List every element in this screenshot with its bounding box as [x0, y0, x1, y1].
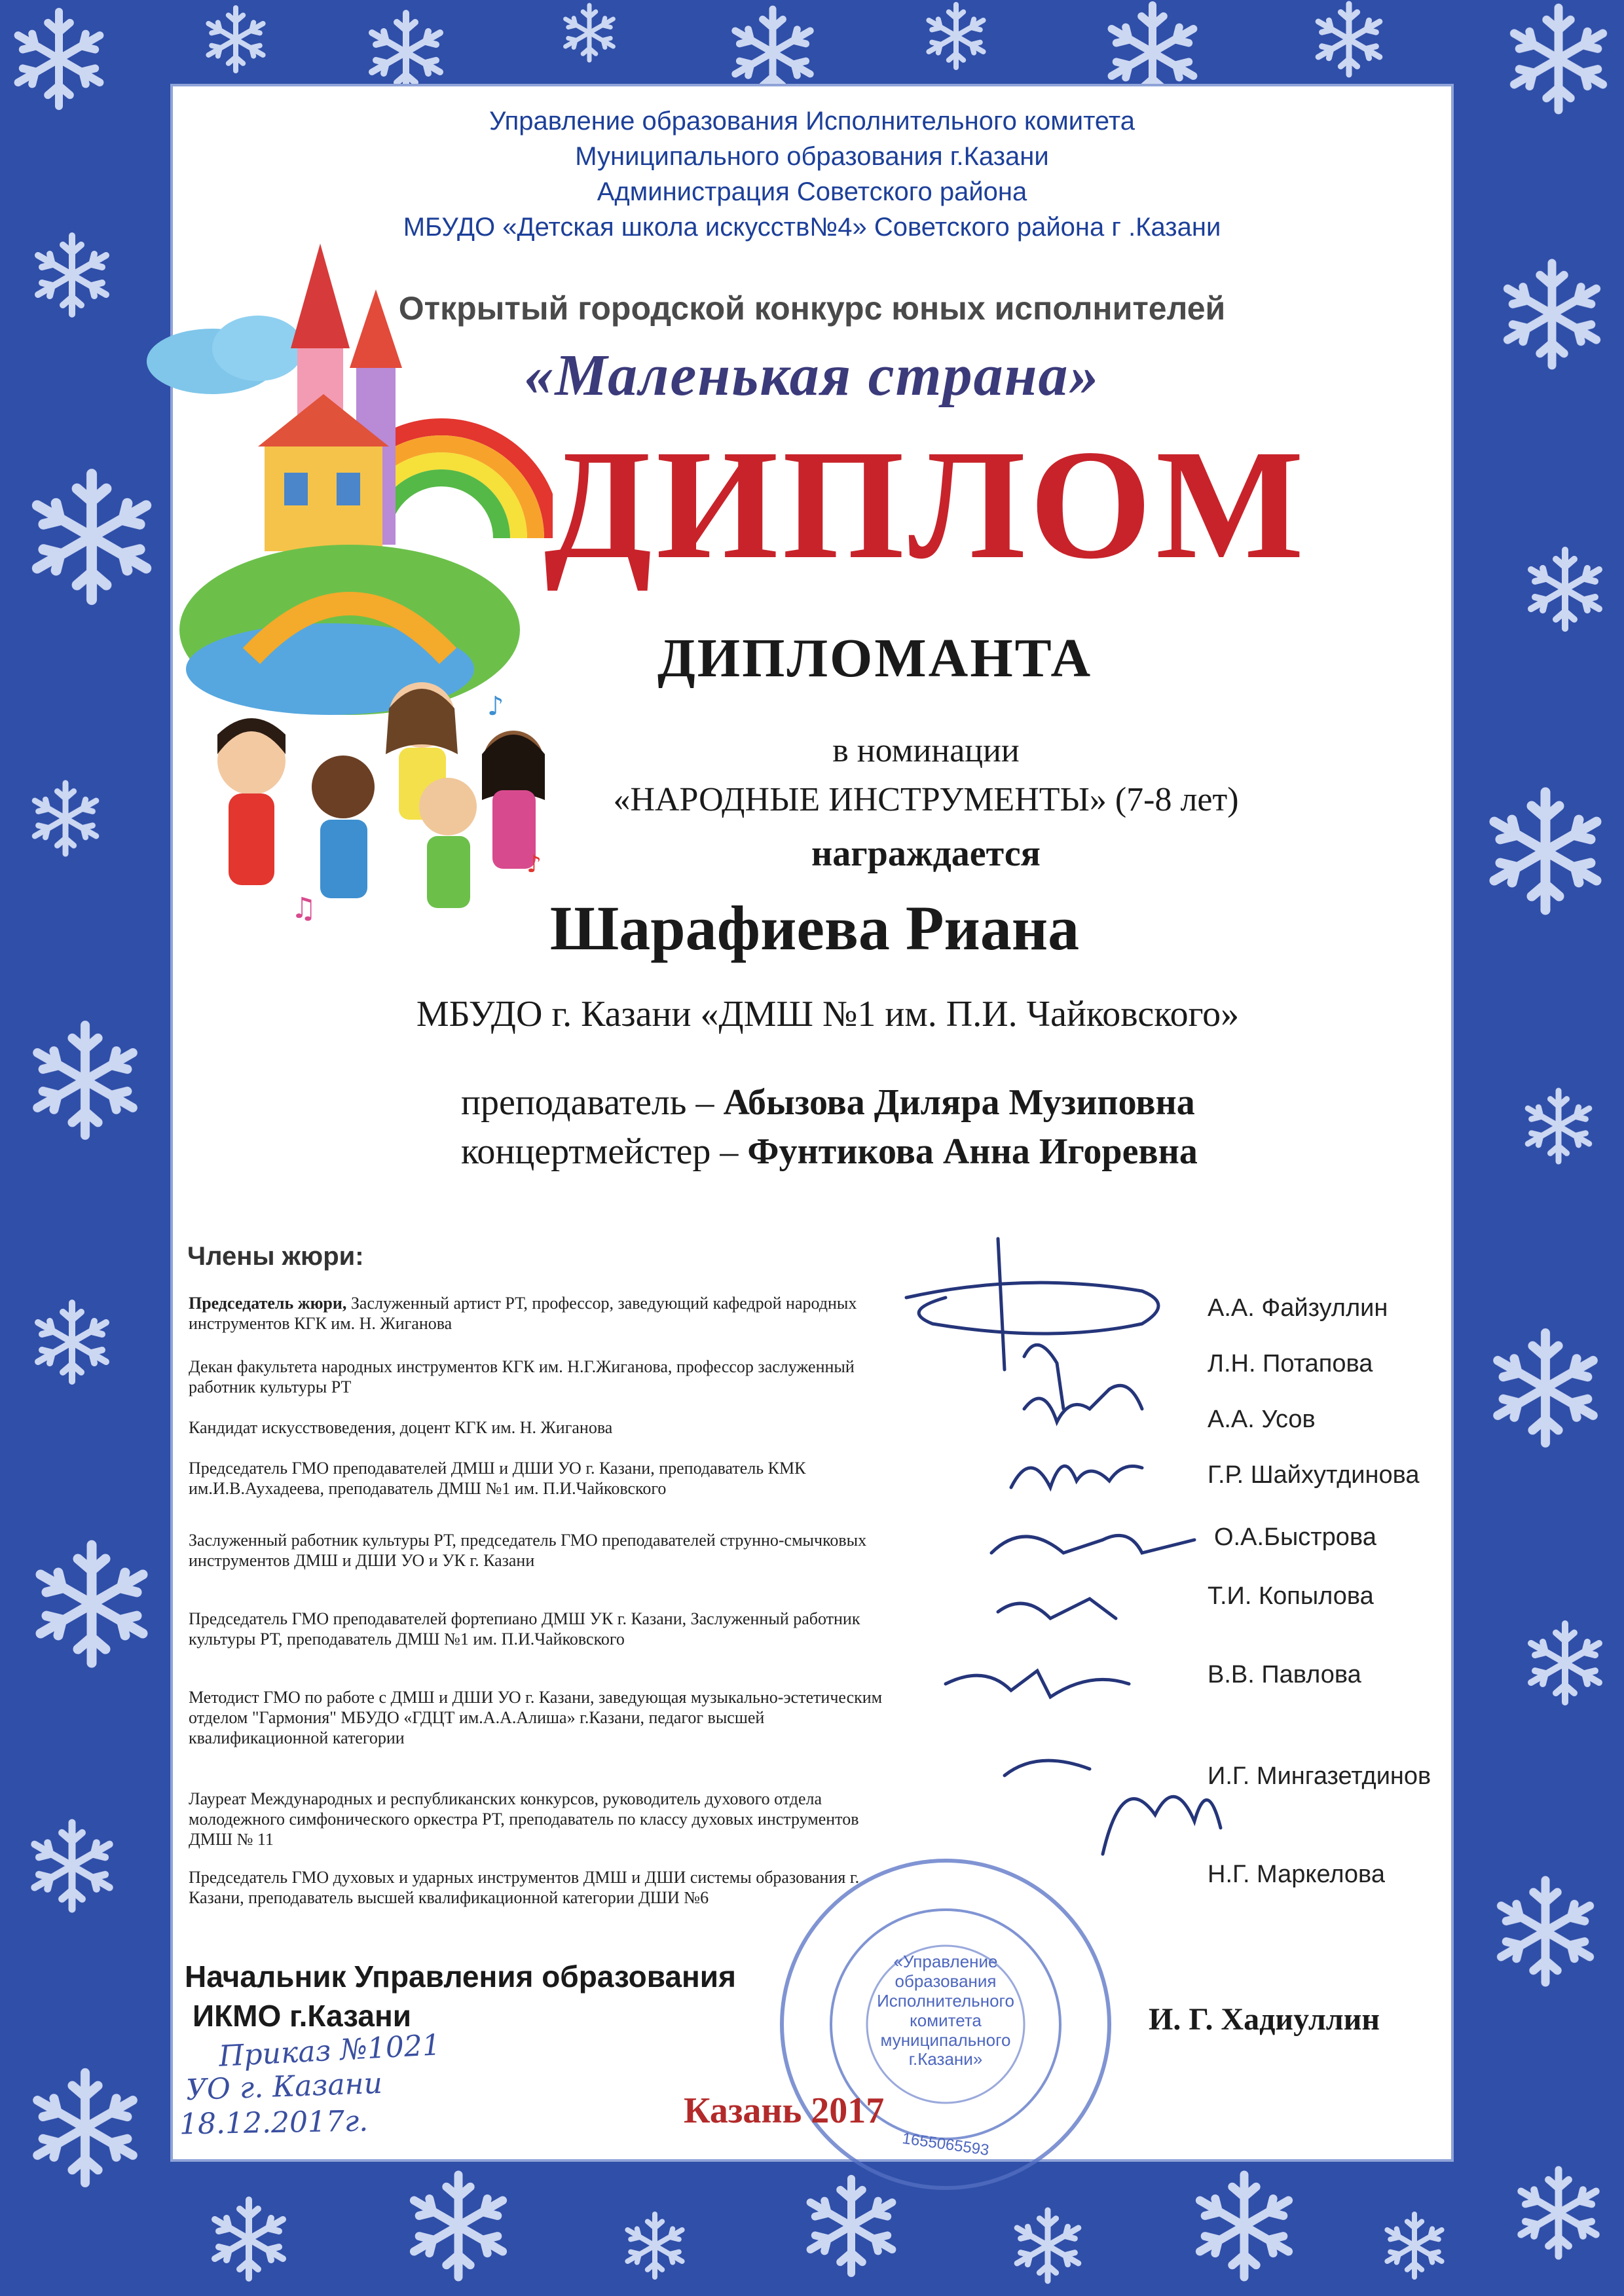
stamp-text: [860, 1952, 1031, 2069]
jury-desc-8: Лауреат Международных и республиканских конкурсов, руководитель духового отдела молодежного симфонического оркестра РТ, преподаватель по классу духовых инструментов ДМШ № 11: [189, 1789, 859, 1850]
teacher-role: преподаватель –: [461, 1082, 724, 1123]
jury-name-4: Г.Р. Шайхутдинова: [1208, 1461, 1420, 1489]
handwritten-order-line-2: УО г. Казани: [185, 2066, 383, 2107]
jury-name-3: А.А. Усов: [1208, 1406, 1316, 1433]
contest-name: «Маленькая страна»: [524, 343, 1100, 408]
jury-signatures-icon: [893, 1212, 1234, 1920]
nomination: «НАРОДНЫЕ ИНСТРУМЕНТЫ» (7-8 лет): [613, 781, 1239, 818]
stamp-line-4: комитета: [910, 2010, 982, 2030]
jury-desc-3: Кандидат искусствоведения, доцент КГК им. Н. Жиганова: [189, 1418, 613, 1437]
jury-desc-4: Председатель ГМО преподавателей ДМШ и ДШИ УО г. Казани, преподаватель КМК им.И.В.Аухадеева, преподаватель ДМШ №1 им. П.И.Чайковского: [189, 1459, 806, 1499]
jury-name-2: Л.Н. Потапова: [1208, 1350, 1373, 1377]
head-title-line-1: Начальник Управления образования: [185, 1959, 736, 1994]
school-name: МБУДО г. Казани «ДМШ №1 им. П.И. Чайковского»: [416, 994, 1240, 1034]
stamp-line-3: Исполнительного: [877, 1990, 1014, 2011]
contest-title: Открытый городской конкурс юных исполнителей: [398, 290, 1226, 327]
jury-desc-6: Председатель ГМО преподавателей фортепиано ДМШ УК г. Казани, Заслуженный работник культуры РТ, преподаватель ДМШ №1 им. П.И.Чайковского: [189, 1609, 860, 1649]
head-title-line-2: ИКМО г.Казани: [193, 1999, 412, 2033]
city-year: Казань 2017: [684, 2090, 885, 2131]
recipient-name: Шарафиева Риана: [549, 893, 1080, 963]
nomination-intro: в номинации: [832, 732, 1020, 769]
jury-heading: Члены жюри:: [187, 1242, 364, 1271]
jury-desc-9: Председатель ГМО духовых и ударных инструментов ДМШ и ДШИ системы образования г. Казани, преподаватель высшей квалификационной категории ДШИ №6: [189, 1868, 860, 1908]
jury-name-7: В.В. Павлова: [1208, 1661, 1361, 1688]
stamp-line-5: муниципального: [880, 2030, 1011, 2050]
handwritten-order-line-3: 18.12.2017г.: [179, 2104, 369, 2141]
accompanist-role: концертмейстер –: [461, 1131, 748, 1172]
stamp-line-1: «Управление: [893, 1952, 998, 1971]
jury-desc-7: Методист ГМО по работе с ДМШ и ДШИ УО г. Казани, заведующая музыкально-эстетическим отделом "Гармония" МБУДО «ГДЦТ им.А.А.Алиша» г.Казани, педагог высшей квалификационной категории: [189, 1688, 883, 1748]
jury-name-8: И.Г. Мингазетдинов: [1208, 1762, 1431, 1790]
jury-desc-5: Заслуженный работник культуры РТ, председатель ГМО преподавателей струнно-смычковых инструментов ДМШ и ДШИ УО и УК г. Казани: [189, 1531, 867, 1571]
jury-desc-1-text: Заслуженный артист РТ, профессор, заведующий кафедрой народных инструментов КГК им. Н. Жиганова: [189, 1294, 857, 1334]
diploma-title: ДИПЛОМ: [544, 417, 1308, 591]
jury-desc-2: Декан факультета народных инструментов КГК им. Н.Г.Жиганова, профессор заслуженный работник культуры РТ: [189, 1357, 855, 1397]
header-line-1: Управление образования Исполнительного комитета: [489, 107, 1135, 136]
accompanist-line: [461, 1131, 1198, 1173]
diploma-sheet: [170, 84, 1454, 2162]
svg-text:♫: ♫: [291, 892, 317, 925]
stamp-id: 1655065593: [901, 2129, 991, 2160]
header-line-4: МБУДО «Детская школа искусств№4» Советского района г .Казани: [403, 213, 1221, 242]
jury-name-5: О.А.Быстрова: [1214, 1523, 1376, 1551]
teacher-name: Абызова Диляра Музиповна: [723, 1082, 1195, 1123]
jury-name-6: Т.И. Копылова: [1208, 1582, 1374, 1610]
accompanist-name: Фунтикова Анна Игоревна: [747, 1131, 1198, 1172]
svg-text:♪: ♪: [526, 851, 542, 878]
stamp-line-2: образования: [895, 1971, 997, 1991]
stamp-line-6: г.Казани»: [908, 2049, 983, 2069]
jury-name-9: Н.Г. Маркелова: [1208, 1861, 1385, 1888]
jury-name-1: А.А. Файзуллин: [1208, 1294, 1388, 1322]
teacher-line: [461, 1082, 1195, 1123]
jury-desc-1: [189, 1293, 883, 1334]
handwritten-order-line-1: Приказ №1021: [217, 2028, 442, 2073]
jury-desc-1-bold: Председатель жюри,: [189, 1294, 347, 1313]
svg-text:♪: ♪: [487, 691, 504, 721]
diploma-subtitle: ДИПЛОМАНТА: [657, 628, 1093, 689]
head-name: И. Г. Хадиуллин: [1149, 2002, 1380, 2037]
awarded-label: награждается: [811, 833, 1041, 874]
official-stamp: [775, 1854, 1116, 2195]
header-line-2: Муниципального образования г.Казани: [575, 142, 1049, 171]
header-line-3: Администрация Советского района: [597, 177, 1027, 206]
